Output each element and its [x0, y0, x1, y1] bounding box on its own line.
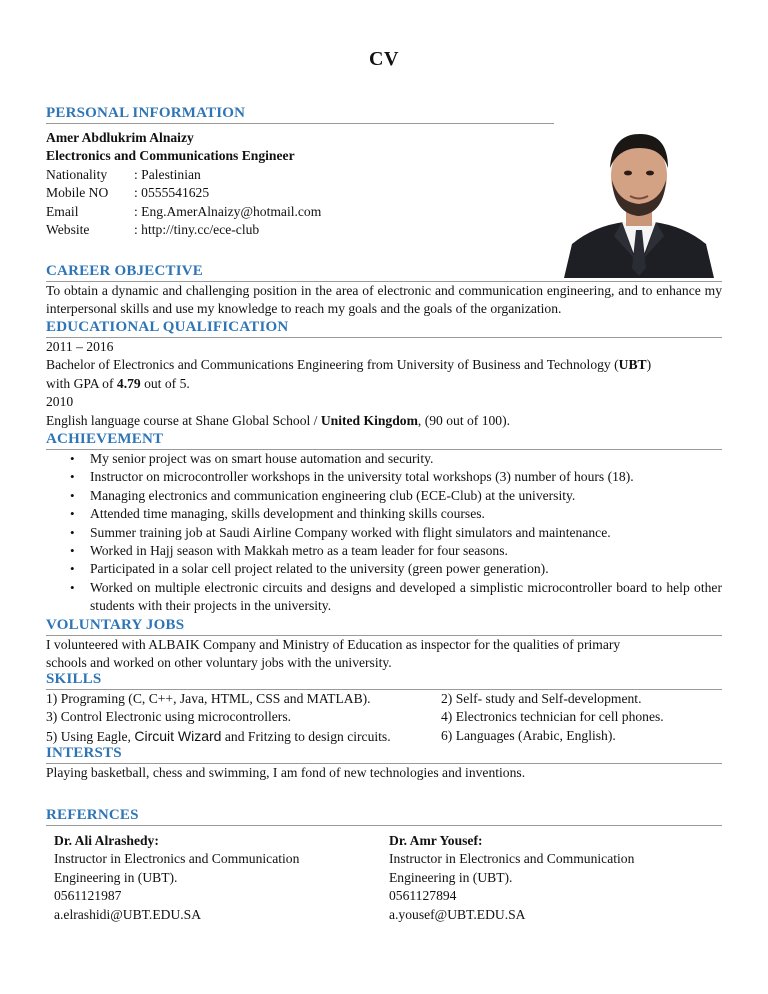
reference-phone: 0561127894 — [389, 888, 457, 904]
education-heading: EDUCATIONAL QUALIFICATION — [46, 318, 722, 338]
skills-row-1 — [46, 690, 722, 708]
reference-role: Engineering in (UBT). — [54, 869, 178, 885]
person-name: Amer Abdlukrim Alnaizy — [46, 130, 194, 145]
achievement-list — [46, 450, 722, 616]
career-heading: CAREER OBJECTIVE — [46, 262, 722, 282]
education-section — [46, 318, 722, 430]
website-label: Website — [46, 222, 90, 238]
portrait-icon — [554, 118, 724, 278]
list-item: • Attended time managing, skills development and thinking skills courses. — [46, 505, 722, 523]
page-title: CV — [369, 48, 399, 70]
reference-phone: 0561121987 — [54, 888, 122, 904]
skill-item: 5) Using Eagle, Circuit Wizard and Fritzing to design circuits. — [46, 727, 391, 744]
education-gpa: with GPA of 4.79 out of 5. — [46, 375, 190, 391]
reference-role: Engineering in (UBT). — [389, 869, 513, 885]
nationality-label: Nationality — [46, 166, 108, 182]
nationality-value: : Palestinian — [134, 166, 201, 182]
skill-item: 1) Programing (C, C++, Java, HTML, CSS and MATLAB). — [46, 691, 371, 706]
skill-item: 4) Electronics technician for cell phones. — [441, 709, 664, 725]
list-item: • Managing electronics and communication engineering club (ECE-Club) at the university. — [46, 487, 722, 505]
skills-row-2 — [46, 708, 722, 726]
skills-section — [46, 670, 722, 746]
education-entry-2: English language course at Shane Global School / United Kingdom, (90 out of 100). — [46, 412, 511, 428]
interests-text: Playing basketball, chess and swimming, I am fond of new technologies and inventions. — [46, 765, 526, 780]
reference-card — [46, 832, 387, 924]
skills-heading: SKILLS — [46, 670, 722, 690]
email-value: : Eng.AmerAlnaizy@hotmail.com — [134, 203, 322, 219]
profile-photo — [554, 118, 724, 278]
list-item: • Instructor on microcontroller workshops in the university total workshops (3) number of hours (18). — [46, 468, 722, 486]
skill-item: 6) Languages (Arabic, English). — [441, 727, 616, 743]
voluntary-section — [46, 616, 722, 673]
list-item: • Worked in Hajj season with Makkah metro as a team leader for four seasons. — [46, 542, 722, 560]
education-years-1: 2011 – 2016 — [46, 339, 114, 354]
reference-card — [387, 832, 722, 924]
education-years-2: 2010 — [46, 394, 74, 410]
career-text: To obtain a dynamic and challenging position in the area of electronic and communication engineering, and to enhance my interpersonal skills and use my knowledge to reach my goals and the goals of the organization. — [46, 283, 722, 317]
website-value: : http://tiny.cc/ece-club — [134, 222, 260, 238]
reference-name: Dr. Amr Yousef: — [389, 833, 483, 848]
personal-heading: PERSONAL INFORMATION — [46, 104, 722, 124]
list-item: • My senior project was on smart house automation and security. — [46, 450, 722, 468]
list-item: • Participated in a solar cell project related to the university (green power generation). — [46, 560, 722, 578]
education-entry-1: Bachelor of Electronics and Communications Engineering from University of Business and Technology (UBT) — [46, 357, 652, 373]
references-list — [46, 832, 722, 924]
interests-heading: INTERSTS — [46, 744, 722, 764]
mobile-label: Mobile NO — [46, 185, 109, 201]
reference-role: Instructor in Electronics and Communication — [54, 851, 300, 867]
voluntary-line-1: I volunteered with ALBAIK Company and Ministry of Education as inspector for the qualities of primary — [46, 637, 621, 652]
reference-email: a.yousef@UBT.EDU.SA — [389, 906, 526, 922]
list-item: • Summer training job at Saudi Airline Company worked with flight simulators and maintenance. — [46, 524, 722, 542]
list-item: • Worked on multiple electronic circuits and designs and developed a simplistic microcontroller board to help other students with their projects in the university. — [46, 579, 722, 616]
references-section — [46, 806, 722, 924]
voluntary-heading: VOLUNTARY JOBS — [46, 616, 722, 636]
references-heading: REFERNCES — [46, 806, 722, 826]
achievement-section — [46, 430, 722, 616]
reference-name: Dr. Ali Alrashedy: — [54, 833, 159, 848]
interests-section — [46, 744, 722, 782]
mobile-value: : 0555541625 — [134, 185, 210, 201]
person-profession: Electronics and Communications Engineer — [46, 148, 295, 164]
reference-role: Instructor in Electronics and Communication — [389, 851, 635, 867]
email-label: Email — [46, 203, 79, 219]
achievement-heading: ACHIEVEMENT — [46, 430, 722, 450]
skill-item: 3) Control Electronic using microcontrollers. — [46, 709, 292, 725]
skill-item: 2) Self- study and Self-development. — [441, 691, 642, 706]
voluntary-line-2: schools and worked on other voluntary jobs with the university. — [46, 655, 392, 671]
reference-email: a.elrashidi@UBT.EDU.SA — [54, 906, 202, 922]
